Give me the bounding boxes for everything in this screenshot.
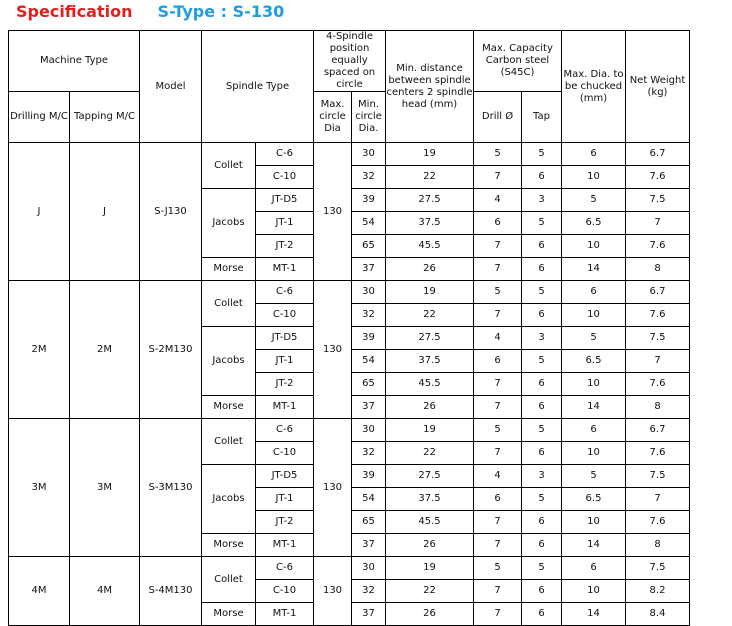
min-circle-cell: 30 bbox=[352, 419, 386, 442]
spindle-category-cell: Morse bbox=[202, 396, 256, 419]
min-distance-cell: 27.5 bbox=[386, 189, 474, 212]
net-weight-cell: 7.5 bbox=[626, 189, 690, 212]
min-distance-cell: 27.5 bbox=[386, 465, 474, 488]
spindle-type-cell: MT-1 bbox=[256, 396, 314, 419]
spindle-type-cell: MT-1 bbox=[256, 603, 314, 626]
net-weight-cell: 8 bbox=[626, 534, 690, 557]
min-distance-cell: 22 bbox=[386, 442, 474, 465]
net-weight-cell: 7.6 bbox=[626, 373, 690, 396]
spindle-type-cell: JT-D5 bbox=[256, 465, 314, 488]
drill-cell: 7 bbox=[474, 534, 522, 557]
tap-cell: 6 bbox=[522, 258, 562, 281]
drill-cell: 7 bbox=[474, 580, 522, 603]
spec-table bbox=[8, 30, 690, 626]
min-distance-cell: 22 bbox=[386, 166, 474, 189]
max-dia-cell: 6.5 bbox=[562, 488, 626, 511]
drill-cell: 7 bbox=[474, 166, 522, 189]
max-dia-cell: 5 bbox=[562, 465, 626, 488]
spindle-type-cell: JT-1 bbox=[256, 212, 314, 235]
drilling-mc-cell: 4M bbox=[9, 557, 70, 626]
spindle-type-cell: JT-2 bbox=[256, 511, 314, 534]
drill-cell: 7 bbox=[474, 373, 522, 396]
min-distance-cell: 37.5 bbox=[386, 212, 474, 235]
tap-cell: 5 bbox=[522, 419, 562, 442]
header-max-circle: Max. circle Dia bbox=[314, 92, 352, 143]
min-distance-cell: 19 bbox=[386, 557, 474, 580]
table-row bbox=[9, 419, 690, 442]
header-tapping: Tapping M/C bbox=[70, 92, 140, 143]
max-dia-cell: 6 bbox=[562, 143, 626, 166]
tap-cell: 6 bbox=[522, 511, 562, 534]
drilling-mc-cell: J bbox=[9, 143, 70, 281]
spindle-type-cell: C-6 bbox=[256, 143, 314, 166]
max-dia-cell: 6.5 bbox=[562, 212, 626, 235]
model-cell: S-4M130 bbox=[140, 557, 202, 626]
min-distance-cell: 45.5 bbox=[386, 235, 474, 258]
tapping-mc-cell: 3M bbox=[70, 419, 140, 557]
net-weight-cell: 6.7 bbox=[626, 419, 690, 442]
drill-cell: 7 bbox=[474, 442, 522, 465]
tap-cell: 6 bbox=[522, 166, 562, 189]
spindle-type-cell: C-6 bbox=[256, 419, 314, 442]
tap-cell: 6 bbox=[522, 373, 562, 396]
max-dia-cell: 10 bbox=[562, 580, 626, 603]
net-weight-cell: 8 bbox=[626, 396, 690, 419]
min-circle-cell: 54 bbox=[352, 350, 386, 373]
tapping-mc-cell: 2M bbox=[70, 281, 140, 419]
model-cell: S-3M130 bbox=[140, 419, 202, 557]
header-drilling: Drilling M/C bbox=[9, 92, 70, 143]
drill-cell: 5 bbox=[474, 281, 522, 304]
net-weight-cell: 7.5 bbox=[626, 557, 690, 580]
drill-cell: 7 bbox=[474, 304, 522, 327]
spindle-type-cell: JT-2 bbox=[256, 235, 314, 258]
spindle-category-cell: Jacobs bbox=[202, 189, 256, 258]
spec-table-body bbox=[9, 143, 690, 626]
min-distance-cell: 22 bbox=[386, 304, 474, 327]
model-cell: S-2M130 bbox=[140, 281, 202, 419]
header-min-distance: Min. distance between spindle centers 2 spindle head (mm) bbox=[386, 31, 474, 143]
max-dia-cell: 10 bbox=[562, 166, 626, 189]
net-weight-cell: 7.6 bbox=[626, 166, 690, 189]
min-circle-cell: 37 bbox=[352, 258, 386, 281]
net-weight-cell: 7.6 bbox=[626, 304, 690, 327]
spindle-category-cell: Collet bbox=[202, 281, 256, 327]
min-circle-cell: 65 bbox=[352, 373, 386, 396]
spindle-type-cell: JT-D5 bbox=[256, 189, 314, 212]
net-weight-cell: 8.2 bbox=[626, 580, 690, 603]
max-circle-cell: 130 bbox=[314, 281, 352, 419]
spindle-category-cell: Collet bbox=[202, 143, 256, 189]
net-weight-cell: 7.6 bbox=[626, 511, 690, 534]
tap-cell: 3 bbox=[522, 189, 562, 212]
header-spindle-position: 4-Spindle position equally spaced on circle bbox=[314, 31, 386, 92]
model-type-label: S-Type : S-130 bbox=[157, 2, 285, 21]
spindle-type-cell: JT-1 bbox=[256, 488, 314, 511]
spindle-category-cell: Morse bbox=[202, 603, 256, 626]
min-distance-cell: 37.5 bbox=[386, 488, 474, 511]
net-weight-cell: 7 bbox=[626, 488, 690, 511]
min-circle-cell: 32 bbox=[352, 166, 386, 189]
max-dia-cell: 5 bbox=[562, 189, 626, 212]
spindle-type-cell: C-10 bbox=[256, 166, 314, 189]
tapping-mc-cell: J bbox=[70, 143, 140, 281]
min-circle-cell: 32 bbox=[352, 304, 386, 327]
tap-cell: 5 bbox=[522, 281, 562, 304]
min-circle-cell: 65 bbox=[352, 235, 386, 258]
min-circle-cell: 39 bbox=[352, 465, 386, 488]
min-circle-cell: 30 bbox=[352, 281, 386, 304]
drill-cell: 7 bbox=[474, 396, 522, 419]
min-circle-cell: 37 bbox=[352, 534, 386, 557]
header-spindle-type: Spindle Type bbox=[202, 31, 314, 143]
min-circle-cell: 32 bbox=[352, 442, 386, 465]
min-distance-cell: 19 bbox=[386, 143, 474, 166]
min-distance-cell: 26 bbox=[386, 258, 474, 281]
drill-cell: 5 bbox=[474, 143, 522, 166]
table-row bbox=[9, 143, 690, 166]
spindle-category-cell: Jacobs bbox=[202, 465, 256, 534]
spindle-type-cell: C-10 bbox=[256, 580, 314, 603]
min-circle-cell: 32 bbox=[352, 580, 386, 603]
max-dia-cell: 10 bbox=[562, 442, 626, 465]
tap-cell: 5 bbox=[522, 212, 562, 235]
page-title bbox=[16, 2, 284, 26]
table-row bbox=[9, 557, 690, 580]
spindle-category-cell: Collet bbox=[202, 557, 256, 603]
net-weight-cell: 7 bbox=[626, 212, 690, 235]
header-machine-type: Machine Type bbox=[9, 31, 140, 92]
drill-cell: 5 bbox=[474, 419, 522, 442]
min-circle-cell: 30 bbox=[352, 143, 386, 166]
spindle-type-cell: JT-1 bbox=[256, 350, 314, 373]
max-dia-cell: 5 bbox=[562, 327, 626, 350]
tap-cell: 5 bbox=[522, 557, 562, 580]
tap-cell: 6 bbox=[522, 396, 562, 419]
tap-cell: 6 bbox=[522, 534, 562, 557]
net-weight-cell: 6.7 bbox=[626, 281, 690, 304]
max-circle-cell: 130 bbox=[314, 557, 352, 626]
max-dia-cell: 6 bbox=[562, 281, 626, 304]
spindle-category-cell: Morse bbox=[202, 258, 256, 281]
spindle-type-cell: MT-1 bbox=[256, 534, 314, 557]
max-dia-cell: 14 bbox=[562, 603, 626, 626]
table-row bbox=[9, 281, 690, 304]
min-circle-cell: 39 bbox=[352, 327, 386, 350]
net-weight-cell: 6.7 bbox=[626, 143, 690, 166]
net-weight-cell: 8.4 bbox=[626, 603, 690, 626]
max-dia-cell: 14 bbox=[562, 534, 626, 557]
model-cell: S-J130 bbox=[140, 143, 202, 281]
min-distance-cell: 26 bbox=[386, 603, 474, 626]
tap-cell: 3 bbox=[522, 465, 562, 488]
header-max-dia-chucked: Max. Dia. to be chucked (mm) bbox=[562, 31, 626, 143]
min-circle-cell: 54 bbox=[352, 488, 386, 511]
min-circle-cell: 37 bbox=[352, 396, 386, 419]
max-circle-cell: 130 bbox=[314, 143, 352, 281]
drilling-mc-cell: 3M bbox=[9, 419, 70, 557]
net-weight-cell: 8 bbox=[626, 258, 690, 281]
max-dia-cell: 10 bbox=[562, 511, 626, 534]
min-circle-cell: 54 bbox=[352, 212, 386, 235]
tap-cell: 3 bbox=[522, 327, 562, 350]
min-distance-cell: 22 bbox=[386, 580, 474, 603]
net-weight-cell: 7 bbox=[626, 350, 690, 373]
header-net-weight: Net Weight (kg) bbox=[626, 31, 690, 143]
drill-cell: 6 bbox=[474, 350, 522, 373]
max-dia-cell: 10 bbox=[562, 235, 626, 258]
tap-cell: 5 bbox=[522, 143, 562, 166]
spindle-type-cell: JT-D5 bbox=[256, 327, 314, 350]
min-circle-cell: 65 bbox=[352, 511, 386, 534]
max-dia-cell: 10 bbox=[562, 304, 626, 327]
spindle-type-cell: C-6 bbox=[256, 557, 314, 580]
drill-cell: 4 bbox=[474, 327, 522, 350]
net-weight-cell: 7.6 bbox=[626, 442, 690, 465]
tap-cell: 6 bbox=[522, 442, 562, 465]
max-dia-cell: 6.5 bbox=[562, 350, 626, 373]
min-circle-cell: 37 bbox=[352, 603, 386, 626]
drill-cell: 6 bbox=[474, 212, 522, 235]
spindle-category-cell: Jacobs bbox=[202, 327, 256, 396]
min-distance-cell: 45.5 bbox=[386, 511, 474, 534]
tap-cell: 6 bbox=[522, 304, 562, 327]
max-dia-cell: 10 bbox=[562, 373, 626, 396]
min-distance-cell: 26 bbox=[386, 396, 474, 419]
max-dia-cell: 6 bbox=[562, 557, 626, 580]
spindle-type-cell: C-6 bbox=[256, 281, 314, 304]
max-dia-cell: 14 bbox=[562, 396, 626, 419]
tap-cell: 5 bbox=[522, 350, 562, 373]
min-distance-cell: 45.5 bbox=[386, 373, 474, 396]
tap-cell: 6 bbox=[522, 603, 562, 626]
title-label: Specification bbox=[16, 2, 133, 21]
min-circle-cell: 30 bbox=[352, 557, 386, 580]
drill-cell: 5 bbox=[474, 557, 522, 580]
drill-cell: 7 bbox=[474, 511, 522, 534]
header-min-circle: Min. circle Dia. bbox=[352, 92, 386, 143]
header-max-capacity: Max. Capacity Carbon steel (S45C) bbox=[474, 31, 562, 92]
tap-cell: 6 bbox=[522, 580, 562, 603]
min-distance-cell: 27.5 bbox=[386, 327, 474, 350]
spindle-category-cell: Morse bbox=[202, 534, 256, 557]
max-dia-cell: 14 bbox=[562, 258, 626, 281]
header-model: Model bbox=[140, 31, 202, 143]
min-distance-cell: 37.5 bbox=[386, 350, 474, 373]
drill-cell: 6 bbox=[474, 488, 522, 511]
drill-cell: 4 bbox=[474, 189, 522, 212]
net-weight-cell: 7.5 bbox=[626, 465, 690, 488]
spindle-category-cell: Collet bbox=[202, 419, 256, 465]
drill-cell: 4 bbox=[474, 465, 522, 488]
drilling-mc-cell: 2M bbox=[9, 281, 70, 419]
min-distance-cell: 19 bbox=[386, 419, 474, 442]
max-circle-cell: 130 bbox=[314, 419, 352, 557]
net-weight-cell: 7.6 bbox=[626, 235, 690, 258]
min-distance-cell: 19 bbox=[386, 281, 474, 304]
header-drill: Drill Ø bbox=[474, 92, 522, 143]
header-tap: Tap bbox=[522, 92, 562, 143]
min-distance-cell: 26 bbox=[386, 534, 474, 557]
drill-cell: 7 bbox=[474, 603, 522, 626]
drill-cell: 7 bbox=[474, 258, 522, 281]
spindle-type-cell: C-10 bbox=[256, 304, 314, 327]
min-circle-cell: 39 bbox=[352, 189, 386, 212]
net-weight-cell: 7.5 bbox=[626, 327, 690, 350]
drill-cell: 7 bbox=[474, 235, 522, 258]
spindle-type-cell: MT-1 bbox=[256, 258, 314, 281]
spindle-type-cell: C-10 bbox=[256, 442, 314, 465]
spindle-type-cell: JT-2 bbox=[256, 373, 314, 396]
max-dia-cell: 6 bbox=[562, 419, 626, 442]
tap-cell: 5 bbox=[522, 488, 562, 511]
tap-cell: 6 bbox=[522, 235, 562, 258]
tapping-mc-cell: 4M bbox=[70, 557, 140, 626]
